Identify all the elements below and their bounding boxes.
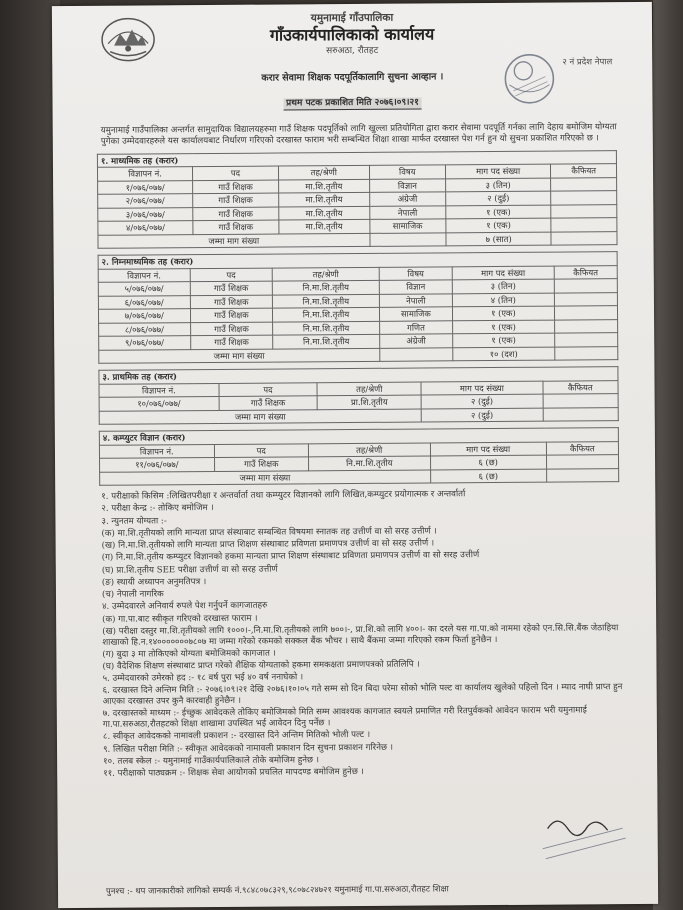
column-header: तह/श्रेणी <box>278 166 369 180</box>
intro-paragraph: यमुनामाई गाउँपालिका अन्तर्गत सामुदायिक विद्यालयहरुमा गाउँ शिक्षक पदपूर्तिको लागि खुल्ला प्रतियोगिता द्वारा करार सेवामा पदपूर्ति गर्नका लागि देहाय बमोजिम योग्यता पुगेका उम्मेदवारहरुले यस कार्यालयबाट निर्धारण गरिएको दरखास्त फाराम भरी सम्बन्धित शिक्षा शाखा मार्फत दरखास्त पेश गर्न हुन यो सुचना प्रकाशित गरिएको छ । <box>100 122 617 147</box>
table-cell: विज्ञान <box>369 179 445 193</box>
condition-item: ७. दरखास्तको माध्यम :- ईच्छुक आवेदकले तोकिए बमोजिमको मिति सम्म आवश्यक कागजात स्वयले प्रमाणित गरी रितपुर्वकको आवेदन फाराम भरी यमुनामाई गा.पा.सरुअठा,रौतहटको शिक्षा शाखामा उपस्थित भई आवेदन दिनु पर्नेछ । <box>102 705 587 730</box>
table-cell: १ (एक) <box>446 218 552 232</box>
column-header: पद <box>219 382 318 396</box>
condition-item: ३. न्युनतम योग्यता :- <box>101 516 167 527</box>
column-header: माग पद संख्या <box>430 442 546 456</box>
table-cell <box>551 191 617 205</box>
condition-item: (ग) नि.मा.शि.तृतीय कम्प्युटर विज्ञानको हकमा मान्यता प्राप्त शिक्षण संस्थाबाट प्रविणता प्रमाणपत्र उत्तीर्ण वा सो सरह उत्तीर्ण <box>101 550 480 564</box>
table-cell: गाउँ शिक्षक <box>193 220 279 234</box>
condition-item: (ख) परीक्षा दस्तुर मा.शि.तृतीयको लागि १०००।-,नि.मा.शि.तृतीयको लागि ७००।-, प्रा.शि.को लागि ४००।- का दरले यस गा.पा.को नाममा रहेको एन.सि.सि.बैंक जेठाहिया शाखाको हि.न.१४०००००००७८०७ मा जम्मा गरेको रकमको सक्कल बैंक भौचर । साथै बैंकमा जम्मा गरिएको रकम फिर्ता हुनेछैन । <box>102 622 619 648</box>
table-cell: १ (एक) <box>453 320 555 334</box>
condition-item: ६. दरखास्त दिने अन्तिम मिति :- २०७६।०९।२१ देखि २०७६।१०।०५ गते सम्म सो दिन बिदा परेमा सोको भोलि पल्ट वा कार्यालय खुलेको पहिलो दिन । म्याद नाघी प्राप्त हुन आएका दरखास्त उपर कुनै कारवाही हुनेछैन । <box>102 682 623 707</box>
table-cell: गाउँ शिक्षक <box>190 322 273 336</box>
table-cell: २ (दुई) <box>446 191 552 205</box>
footer-contact: पुनश्च :- थप जानकारीको लागिको सम्पर्क नं.९८४८०७८३२९,९८०७८२४७२१ यमुनामाई गा.पा.सरुअठा,रौतहट शिक्षा <box>105 882 449 896</box>
column-header: विज्ञापन नं. <box>97 167 192 181</box>
condition-item: ४. उम्मेदवारले अनिवार्य रुपले पेश गर्नुपर्ने कागजातहरु <box>102 600 268 613</box>
background-left <box>0 0 60 910</box>
table-cell: ६/०७६/०७७/ <box>98 295 190 309</box>
table-cell: मा.शि.तृतीय <box>278 179 369 193</box>
primary-section <box>98 366 618 425</box>
table-cell: मा.शि.तृतीय <box>279 206 370 220</box>
conditions-list <box>101 488 627 779</box>
secondary-table <box>97 150 618 249</box>
table-cell: नि.मा.शि.तृतीय <box>273 308 380 322</box>
table-cell: विज्ञान <box>379 280 452 294</box>
total-label: जम्मा माग संख्या <box>99 409 421 425</box>
total-row <box>100 468 619 485</box>
table-cell: ११/०७६/०७७/ <box>100 458 215 472</box>
table-cell: गाउँ शिक्षक <box>193 207 279 221</box>
table-cell: गाउँ शिक्षक <box>190 295 273 309</box>
section-title: २. निम्नमाध्यमिक तह (करार) <box>98 252 617 269</box>
table-cell: गाउँ शिक्षक <box>219 396 318 410</box>
table-cell <box>551 218 617 232</box>
condition-item: १०. तलब स्केल :- यमुनामाई गाउँकार्यपालिकाले तोके बमोजिम हुनेछ । <box>103 755 320 767</box>
computer-section <box>99 427 619 486</box>
table-cell: ३ (तिन) <box>445 178 551 192</box>
column-header: कैफियत <box>554 265 617 279</box>
column-header: विज्ञापन नं. <box>98 268 190 282</box>
office-title: गाँउकार्यपालिकाको कार्यालय <box>269 24 435 45</box>
column-header: विज्ञापन नं. <box>99 444 214 458</box>
table-cell <box>554 319 617 333</box>
province-label: २ नं प्रदेश नेपाल <box>562 57 613 68</box>
total-label: जम्मा माग संख्या <box>99 348 380 363</box>
condition-item: (घ) प्रा.शि.तृतीय SEE परीक्षा उत्तीर्ण वा सो सरह उत्तीर्ण <box>101 564 278 576</box>
column-header: तह/श्रेणी <box>317 382 421 396</box>
column-header: विज्ञापन नं. <box>99 383 219 397</box>
table-cell <box>554 333 617 347</box>
column-header: तह/श्रेणी <box>272 267 379 281</box>
table-cell: ३/०७६/०७७/ <box>98 207 193 221</box>
lower-secondary-section <box>98 251 619 364</box>
office-address: सरुअठा, रौतहट <box>326 45 379 57</box>
section-title: ३. प्राथमिक तह (करार) <box>99 367 618 384</box>
table-cell: गाउँ शिक्षक <box>190 308 273 322</box>
lower-secondary-table <box>98 251 619 364</box>
column-header: पद <box>190 268 273 282</box>
total-value: २ (दुई) <box>421 408 542 422</box>
table-cell: नि.मा.शि.तृतीय <box>273 321 380 335</box>
table-cell: २/०७६/०७७/ <box>98 194 193 208</box>
column-header: तह/श्रेणी <box>308 443 430 457</box>
column-header: पद <box>214 444 308 458</box>
table-cell: सामाजिक <box>370 219 446 233</box>
table-cell: २ (दुई) <box>421 394 542 408</box>
table-cell: अंग्रेजी <box>369 192 445 206</box>
table-cell <box>554 306 617 320</box>
table-cell: नेपाली <box>369 206 445 220</box>
table-cell: प्रा.शि.तृतीय <box>317 395 421 409</box>
condition-item: २. परीक्षा केन्द्र :- तोकिए बमोजिम । <box>101 503 214 515</box>
column-header: माग पद संख्या <box>445 164 551 178</box>
total-value: ७ (सात) <box>446 232 552 246</box>
table-cell: गाउँ शिक्षक <box>190 335 273 349</box>
condition-item: ८. स्वीकृत आवेदकको नामावली प्रकाशन :- दरखास्त दिने अन्तिम मितिको भोली पल्ट । <box>102 730 371 743</box>
letterhead <box>52 2 653 92</box>
column-header: कैफियत <box>551 164 617 178</box>
publish-date: प्रथम पटक प्रकाशित मिति २०७६।०९।२१ <box>283 98 422 111</box>
table-cell: ६ (छ) <box>430 455 546 469</box>
table-cell: गाउँ शिक्षक <box>193 180 279 194</box>
computer-table <box>99 427 619 486</box>
condition-item: (ङ) स्थायी अध्यापन अनुमतिपत्र । <box>101 576 207 588</box>
table-cell: १ (एक) <box>453 333 555 347</box>
table-cell: १ (एक) <box>446 205 552 219</box>
total-label: जम्मा माग संख्या <box>98 233 370 248</box>
table-cell: ३ (तिन) <box>452 279 554 293</box>
condition-item: ५. उम्मेदवारको उमेरको हद :- १८ वर्ष पुरा भई ४० वर्ष ननाघेको । <box>102 672 304 685</box>
table-cell: १ (एक) <box>453 306 555 320</box>
table-cell: ४ (तिन) <box>452 293 554 307</box>
table-cell: नि.मा.शि.तृतीय <box>273 294 380 308</box>
column-header: कैफियत <box>546 441 618 455</box>
section-title: १. माध्यमिक तह (करार) <box>97 150 616 167</box>
table-cell: मा.शि.तृतीय <box>279 220 370 234</box>
table-cell: ५/०७६/०७७/ <box>98 282 190 296</box>
condition-item: (ख) नि.मा.शि.तृतीयको लागि मान्यता प्राप्त शिक्षण संस्थाबाट प्रविणता प्रमाणपत्र उत्तीर्ण वा सो सरह उत्तीर्ण । <box>101 538 435 551</box>
total-row <box>99 346 618 363</box>
condition-item: ९. लिखित परीक्षा मिति :- स्वीकृत आवेदकको नामावली प्रकाशन दिन सुचना प्रकाशन गरिनेछ । <box>103 742 393 755</box>
condition-item: (क) मा.शि.तृतीयको लागि मान्यता प्राप्त संस्थाबाट सम्बन्धित विषयमा स्नातक तह उत्तीर्ण वा सो सरह उत्तीर्ण । <box>101 526 437 539</box>
table-cell: १/०७६/०७७/ <box>98 180 193 194</box>
table-cell: सामाजिक <box>379 307 452 321</box>
column-header: पद <box>193 166 279 180</box>
condition-item: ११. परीक्षाको पाठ्यक्रम :- शिक्षक सेवा आयोगको प्रचलित मापदण्ड बमोजिम हुनेछ । <box>103 767 364 779</box>
table-cell <box>551 204 617 218</box>
table-cell: गाउँ शिक्षक <box>190 281 273 295</box>
table-cell: नि.मा.शि.तृतीय <box>272 281 379 295</box>
condition-item: (ग) बुदा ३ मा तोकिएको योग्यता बमोजिमको कागजात । <box>102 648 276 660</box>
secondary-section <box>97 150 618 249</box>
table-cell: नेपाली <box>379 294 452 308</box>
column-header: कैफियत <box>543 380 619 394</box>
primary-table <box>98 366 618 425</box>
table-cell <box>554 292 617 306</box>
signature-stamp <box>537 808 627 869</box>
table-cell: १०/०७६/०७७/ <box>99 397 219 411</box>
table-cell: नि.मा.शि.तृतीय <box>273 335 380 349</box>
table-cell: ४/०७६/०७७/ <box>98 221 193 235</box>
condition-item: (क) गा.पा.बाट स्वीकृत गरिएको दरखास्त फाराम । <box>102 613 258 625</box>
table-cell <box>551 177 617 191</box>
total-row <box>98 231 617 248</box>
column-header: माग पद संख्या <box>452 266 554 280</box>
publish-date-row <box>53 96 653 112</box>
municipality-name: यमुनामाई गाँउपालिका <box>310 11 394 25</box>
table-cell: अंग्रेजी <box>379 334 452 348</box>
table-cell: गणित <box>379 321 452 335</box>
table-cell <box>543 394 619 408</box>
notice-document <box>52 2 658 908</box>
column-header: विषय <box>369 165 445 179</box>
table-cell: गाउँ शिक्षक <box>214 457 308 471</box>
condition-item: (घ) वैदेशिक शिक्षण संस्थाबाट प्राप्त गरेको शैक्षिक योग्यताको हकमा समकक्षता प्रमाणपत्रको प्रतिलिपि । <box>102 659 420 672</box>
condition-item: (च) नेपाली नागरिक <box>101 589 164 600</box>
background-right <box>653 0 683 910</box>
table-cell <box>554 279 617 293</box>
total-label: जम्मा माग संख्या <box>100 470 431 486</box>
table-cell: ९/०७६/०७७/ <box>99 336 191 350</box>
table-cell: ८/०७६/०७७/ <box>99 322 191 336</box>
total-value: ६ (छ) <box>430 469 546 483</box>
column-header: विषय <box>379 267 452 281</box>
table-cell: गाउँ शिक्षक <box>193 193 279 207</box>
table-cell: मा.शि.तृतीय <box>278 193 369 207</box>
condition-item: १. परीक्षाको किसिम :लिखितपरीक्षा र अन्तर्वार्ता तथा कम्प्युटर विज्ञानको लागि लिखित,कम्प्युटर प्रयोगात्मक र अन्तर्वार्ता <box>101 489 466 502</box>
total-row <box>99 407 618 424</box>
table-cell <box>546 455 618 469</box>
total-value: १० (दश) <box>453 347 555 361</box>
notice-subject: करार सेवामा शिक्षक पदपूर्तिकालागि सुचना आव्हान । <box>261 71 444 84</box>
section-title: ४. कम्प्युटर विज्ञान (करार) <box>99 428 618 445</box>
column-header: माग पद संख्या <box>421 381 542 395</box>
table-cell: ७/०७६/०७७/ <box>98 309 190 323</box>
table-cell: नि.मा.शि.तृतीय <box>308 456 430 470</box>
